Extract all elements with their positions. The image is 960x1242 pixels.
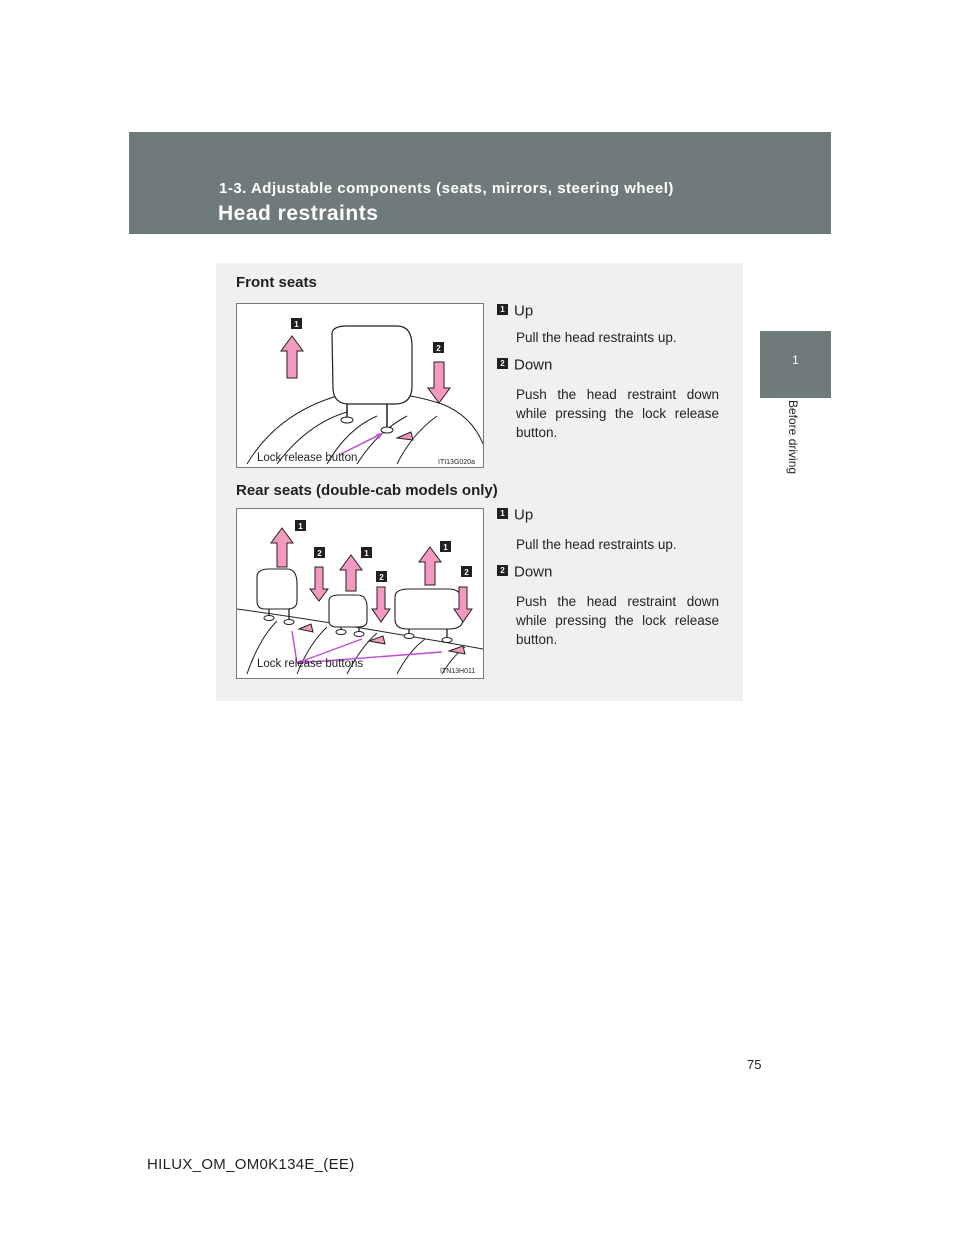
rear-step-down bbox=[497, 563, 552, 581]
front-figure-caption: Lock release button bbox=[257, 452, 358, 464]
rear-button-arrow-2 bbox=[369, 636, 385, 644]
headrest-shape bbox=[332, 326, 412, 404]
button-arrow bbox=[397, 432, 413, 440]
front-step-up-badge: 1 bbox=[497, 304, 508, 315]
front-step-down-desc: Push the head restraint down while pressing the lock release button. bbox=[516, 387, 719, 440]
front-seat-figure bbox=[236, 303, 484, 468]
rear-step-up-desc: Pull the head restraints up. bbox=[516, 537, 677, 552]
rear-step-down-label: Down bbox=[514, 563, 553, 581]
rear-up-arrow-center bbox=[340, 555, 362, 591]
front-step-up bbox=[497, 302, 533, 320]
rear-badge-2b-text: 2 bbox=[379, 573, 384, 582]
page-number: 75 bbox=[747, 1057, 762, 1072]
rear-button-arrow-3 bbox=[449, 646, 465, 654]
chapter-label bbox=[787, 400, 801, 500]
rear-step-down-badge: 2 bbox=[497, 565, 508, 576]
front-step-up-desc: Pull the head restraints up. bbox=[516, 330, 677, 345]
chapter-number: 1 bbox=[792, 353, 799, 367]
rear-badge-1b-text: 1 bbox=[364, 549, 369, 558]
rear-figure-caption: Lock release buttons bbox=[257, 658, 364, 670]
section-title: 1-3. Adjustable components (seats, mirrors, steering wheel) bbox=[219, 180, 674, 197]
rear-down-arrow-center bbox=[372, 587, 390, 622]
rear-badge-1c-text: 1 bbox=[443, 543, 448, 552]
rear-headrest-center bbox=[329, 595, 367, 627]
badge-1-text: 1 bbox=[294, 320, 299, 329]
rear-step-down-desc: Push the head restraint down while pressing the lock release button. bbox=[516, 594, 719, 647]
rear-step-up-label: Up bbox=[514, 506, 534, 524]
rear-badge-1a-text: 1 bbox=[298, 522, 303, 531]
rear-headrest-left bbox=[257, 569, 297, 609]
rear-seats-heading: Rear seats (double-cab models only) bbox=[236, 482, 498, 499]
rear-figure-code: ITN13H011 bbox=[440, 668, 476, 675]
front-step-up-label: Up bbox=[514, 302, 534, 320]
front-seats-heading: Front seats bbox=[236, 274, 317, 291]
front-seat-illustration bbox=[237, 304, 483, 467]
front-figure-code: ITI13G020a bbox=[438, 459, 475, 466]
rear-step-up-badge: 1 bbox=[497, 508, 508, 519]
rear-badge-2c-text: 2 bbox=[464, 568, 469, 577]
rear-seat-figure bbox=[236, 508, 484, 679]
chapter-tab[interactable] bbox=[760, 331, 831, 398]
badge-2-text: 2 bbox=[436, 344, 441, 353]
rear-step-up bbox=[497, 506, 533, 524]
front-step-down bbox=[497, 356, 552, 374]
up-arrow bbox=[281, 336, 303, 378]
rear-up-arrow-right bbox=[419, 547, 441, 585]
rear-down-arrow-left bbox=[310, 567, 328, 601]
down-arrow bbox=[428, 362, 450, 403]
rear-headrest-right bbox=[395, 589, 463, 629]
rear-button-arrow-1 bbox=[299, 624, 313, 632]
rear-seat-illustration bbox=[237, 509, 483, 678]
page-title: Head restraints bbox=[218, 202, 379, 225]
rear-badge-2a-text: 2 bbox=[317, 549, 322, 558]
chapter-label-text: Before driving bbox=[786, 400, 800, 475]
front-step-down-label: Down bbox=[514, 356, 553, 374]
front-step-down-badge: 2 bbox=[497, 358, 508, 369]
rear-up-arrow-left bbox=[271, 528, 293, 567]
document-code: HILUX_OM_OM0K134E_(EE) bbox=[147, 1156, 355, 1173]
